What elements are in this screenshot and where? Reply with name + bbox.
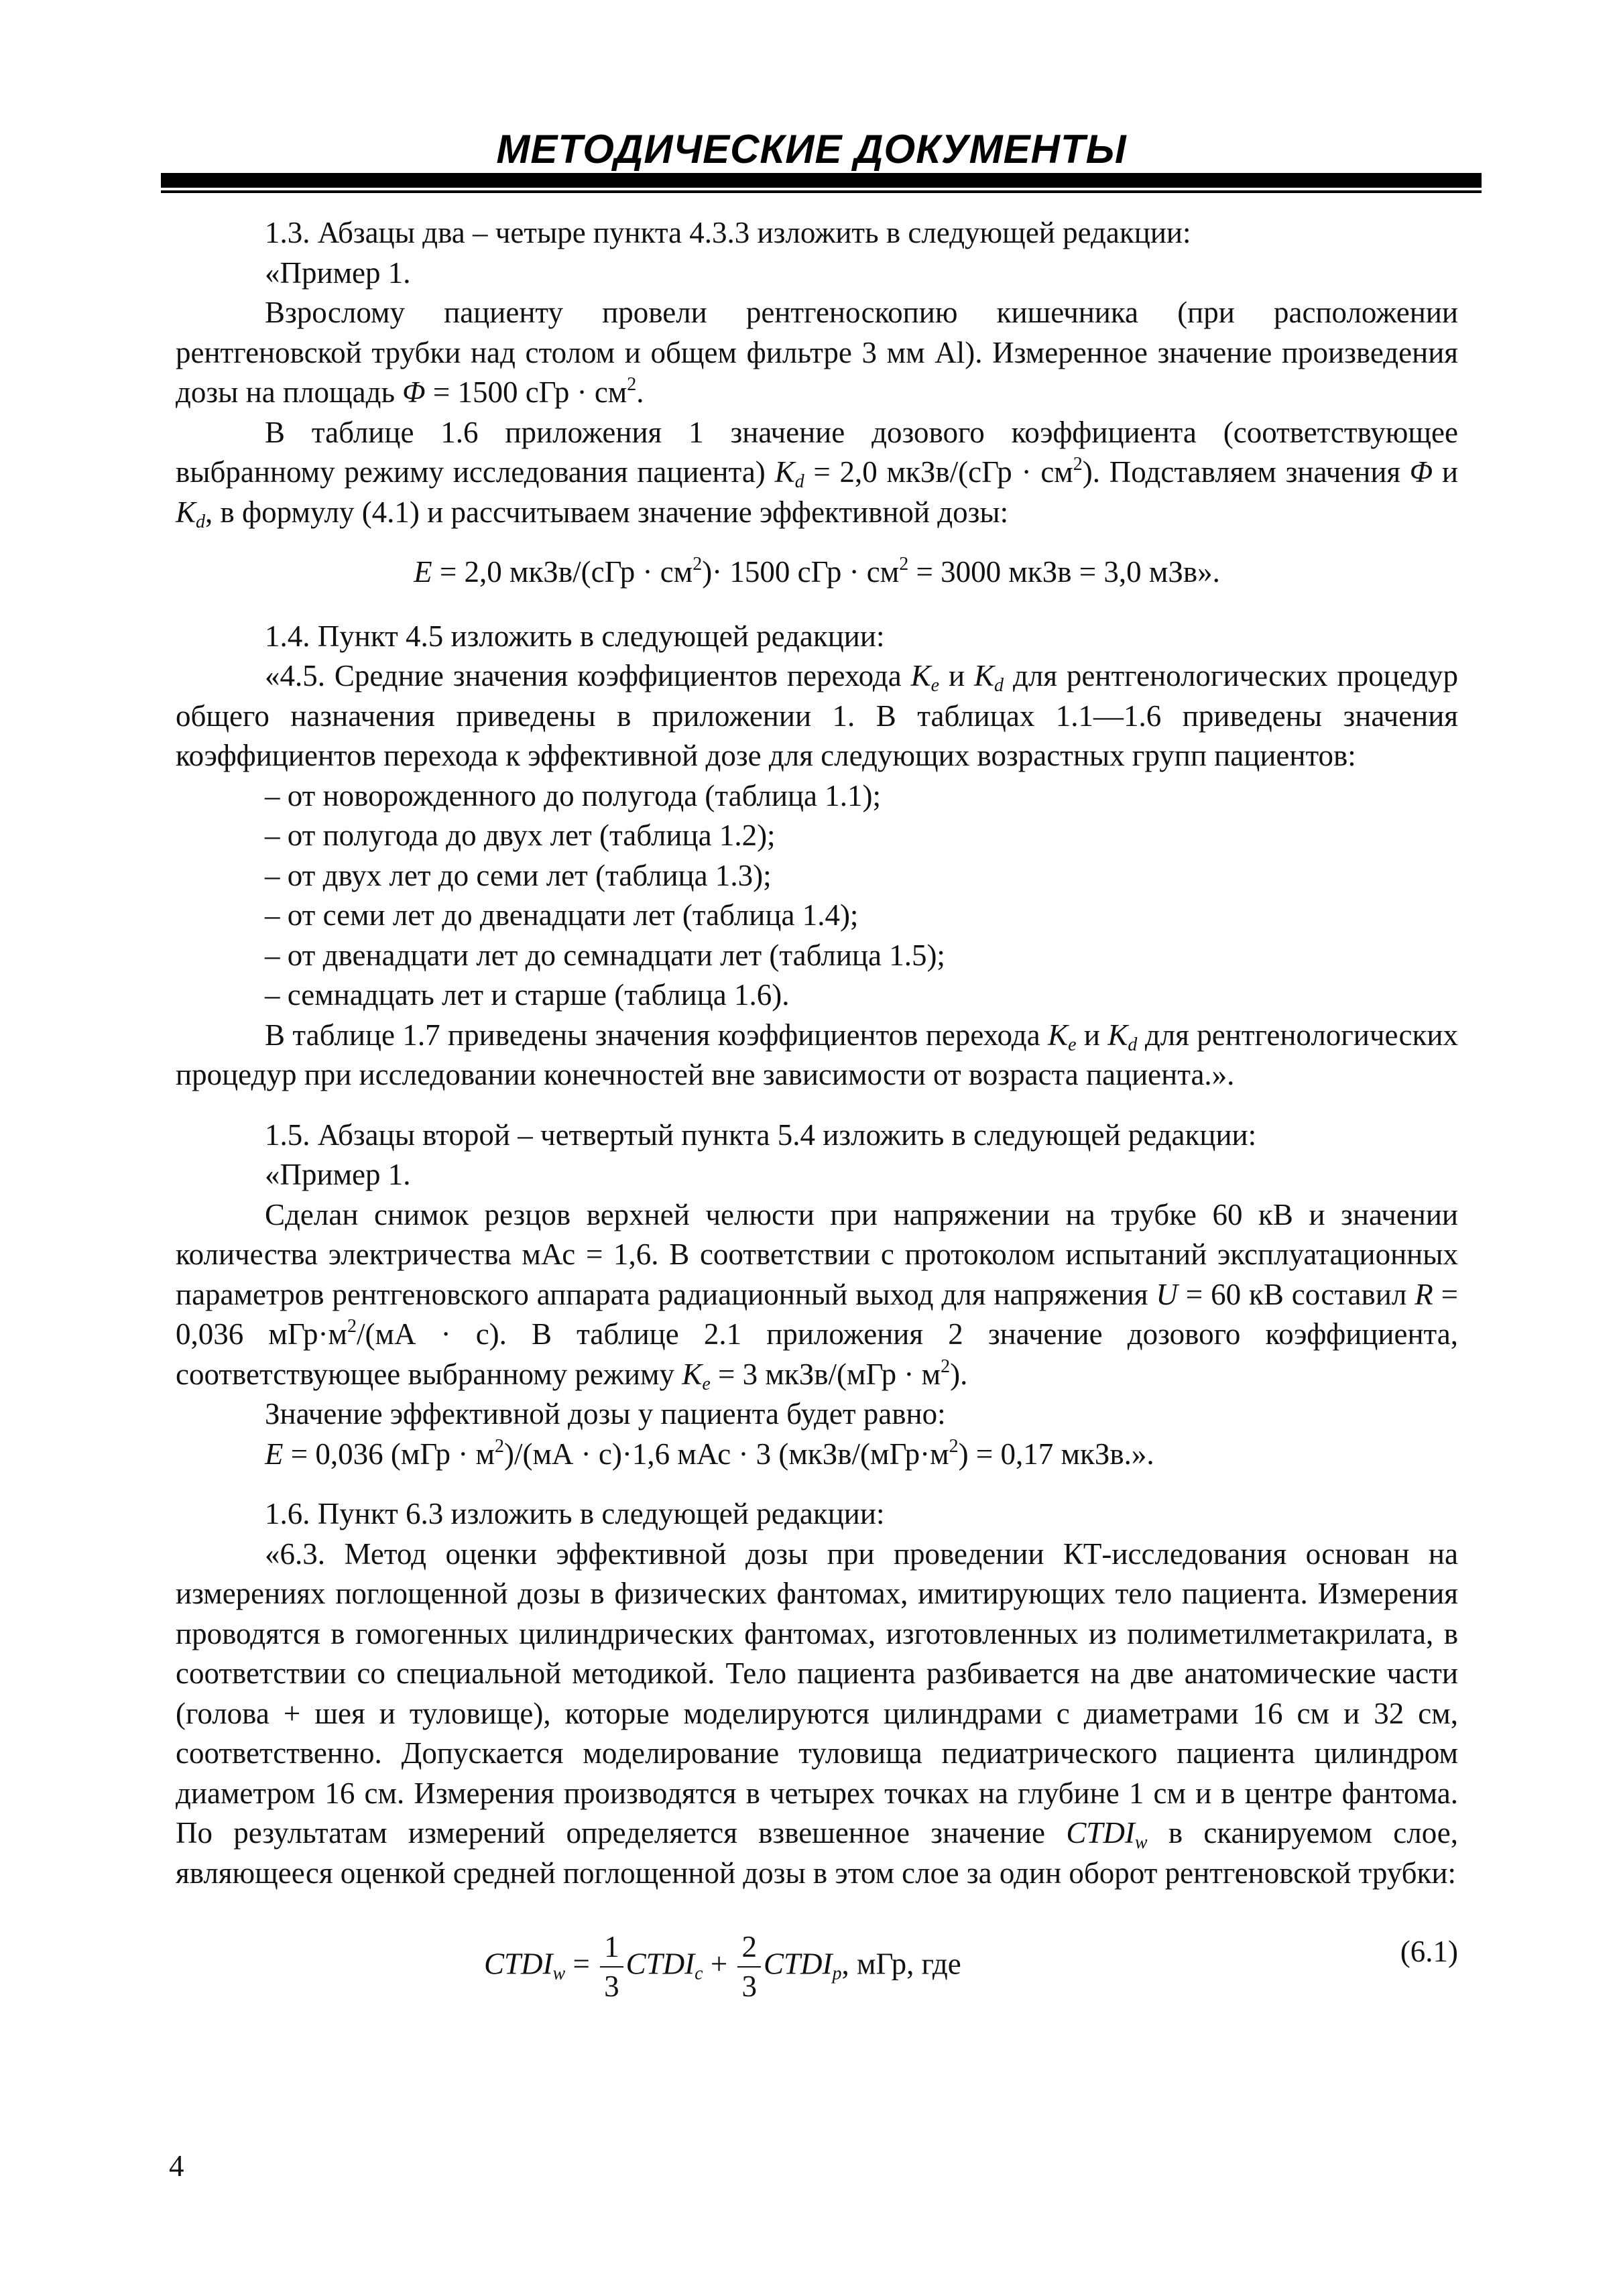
subscript: d xyxy=(1128,1034,1138,1055)
text-run: = 2,0 мкЗв/(сГр · см xyxy=(804,455,1073,489)
age-group-list-item: – от двух лет до семи лет (таблица 1.3); xyxy=(265,858,772,892)
ctdi-formula xyxy=(484,1932,961,2002)
text-run: = 1500 сГр · см xyxy=(425,375,627,409)
symbol-k: K xyxy=(1048,1018,1069,1052)
superscript: 2 xyxy=(949,1435,959,1457)
text-run: В таблице 1.7 приведены значения коэффициентов перехода xyxy=(265,1018,1048,1052)
symbol-k: K xyxy=(682,1357,703,1391)
symbol-k: K xyxy=(974,659,995,692)
section-1-5-example-label: «Пример 1. xyxy=(265,1158,411,1191)
text-run: и xyxy=(1433,455,1458,489)
text-run: «4.5. Средние значения коэффициентов перехода xyxy=(265,659,911,692)
superscript: 2 xyxy=(494,1435,504,1457)
equation-number: (6.1) xyxy=(1400,1935,1458,1968)
superscript: 2 xyxy=(627,374,637,395)
superscript: 2 xyxy=(693,554,703,575)
subscript: e xyxy=(930,675,940,696)
text-run: ). xyxy=(950,1357,968,1391)
subscript: w xyxy=(1134,1832,1148,1853)
text-run: Сделан снимок резцов верхней челюсти при напряжении на трубке 60 кВ и значении количества электричества мАс = 1,6. В соответствии с протоколом испытаний эксплуатационных параметров рентгеновского аппарата радиационный выход для напряжения xyxy=(176,1197,1458,1311)
text-run: ) = 0,17 мкЗв.». xyxy=(958,1437,1154,1471)
page-number: 4 xyxy=(169,2149,184,2183)
document-body xyxy=(176,213,1458,2007)
fraction-numerator: 2 xyxy=(737,1932,761,1968)
text-run: = 3000 мкЗв = 3,0 мЗв». xyxy=(908,555,1220,589)
section-1-5-formula xyxy=(176,1435,1458,1475)
text-run: и xyxy=(1076,1018,1108,1052)
section-1-3-heading: 1.3. Абзацы два – четыре пункта 4.3.3 изложить в следующей редакции: xyxy=(265,216,1191,249)
section-1-4-paragraph-1 xyxy=(176,656,1458,776)
text-run: для рентгенологических процедур общего назначения приведены в приложении 1. В таблицах 1.1—1.6 приведены значения коэффициентов перехода к эффективной дозе для следующих возрастных групп пациентов: xyxy=(176,659,1458,772)
subscript: e xyxy=(702,1373,711,1394)
header-rule-thick xyxy=(161,173,1482,188)
text-run: в сканируемом слое, являющееся оценкой средней поглощенной дозы в этом слое за один оборот рентгеновской трубки: xyxy=(176,1816,1458,1890)
subscript: p xyxy=(832,1963,842,1984)
text-run: = 3 мкЗв/(мГр · м xyxy=(710,1357,941,1391)
spacer xyxy=(176,593,1458,617)
spacer xyxy=(176,1095,1458,1115)
age-group-list-item: – от двенадцати лет до семнадцати лет (таблица 1.5); xyxy=(265,938,945,972)
superscript: 2 xyxy=(941,1355,951,1377)
fraction-two-thirds xyxy=(737,1932,761,2002)
superscript: 2 xyxy=(347,1316,357,1337)
superscript: 2 xyxy=(1073,454,1083,475)
symbol-k: K xyxy=(910,659,931,692)
fraction-denominator: 3 xyxy=(741,1970,757,2003)
equals-sign: = xyxy=(565,1947,598,1981)
header-rule-thin xyxy=(161,190,1482,193)
subscript: d xyxy=(794,471,804,492)
text-run: = 0,036 мГр·м xyxy=(176,1277,1458,1351)
section-1-3-paragraph-1 xyxy=(176,293,1458,413)
text-run: , мГр, где xyxy=(841,1947,961,1981)
text-run: . xyxy=(636,375,644,409)
symbol-e: E xyxy=(265,1437,284,1471)
section-1-6-heading: 1.6. Пункт 6.3 изложить в следующей редакции: xyxy=(265,1497,885,1530)
text-run: В таблице 1.6 приложения 1 значение дозового коэффициента (соответствующее выбранному режиму исследования пациента) xyxy=(176,415,1458,489)
text-run: )/(мА · с)·1,6 мАс · 3 (мкЗв/(мГр·м xyxy=(503,1437,949,1471)
symbol-phi: Φ xyxy=(1409,455,1433,489)
symbol-k: K xyxy=(1107,1018,1128,1052)
section-1-5-heading: 1.5. Абзацы второй – четвертый пункта 5.4 изложить в следующей редакции: xyxy=(265,1117,1257,1152)
text-run: /(мА · с). В таблице 2.1 приложения 2 значение дозового коэффициента, соответствующее выбранному режиму xyxy=(176,1317,1458,1391)
spacer xyxy=(176,1474,1458,1494)
section-1-3-example-label: «Пример 1. xyxy=(265,255,411,290)
text-run: и xyxy=(939,659,975,692)
symbol-ctdi: CTDI xyxy=(484,1947,553,1981)
fraction-one-third xyxy=(600,1932,623,2002)
text-run: «6.3. Метод оценки эффективной дозы при проведении КТ-исследования основан на измерениях поглощенной дозы в физических фантомах, имитирующих тело пациента. Измерения проводятся в гомогенных цилиндрических фантомах, изготовленных из полиметилметакрилата, в соответствии со специальной методикой. Тело пациента разбивается на две анатомические части (голова + шея и туловище), которые моделируются цилиндрами с диаметрами 16 см и 32 см, соответственно. Допускается моделирование туловища педиатрического пациента цилиндром диаметром 16 см. Измерения производятся в четырех точках на глубине 1 см и в центре фантома. По результатам измерений определяется взвешенное значение xyxy=(176,1536,1458,1850)
text-run: , в формулу (4.1) и рассчитываем значение эффективной дозы: xyxy=(205,495,1009,529)
symbol-r: R xyxy=(1415,1277,1433,1311)
symbol-e: E xyxy=(414,555,432,589)
subscript: w xyxy=(552,1963,566,1984)
subscript: d xyxy=(196,511,206,532)
symbol-k: K xyxy=(774,455,795,489)
section-1-3-paragraph-2 xyxy=(176,413,1458,533)
subscript: e xyxy=(1068,1034,1077,1055)
text-run: для рентгенологических процедур при исследовании конечностей вне зависимости от возраста пациента.». xyxy=(176,1018,1458,1091)
fraction-numerator: 1 xyxy=(600,1932,623,1968)
plus-sign: + xyxy=(703,1947,735,1981)
ctdi-formula-block xyxy=(176,1907,1458,2007)
section-1-5-paragraph-2: Значение эффективной дозы у пациента будет равно: xyxy=(265,1397,946,1431)
symbol-phi: Φ xyxy=(402,375,426,409)
age-group-list-item: – от полугода до двух лет (таблица 1.2); xyxy=(265,819,776,852)
text-run: )· 1500 сГр · см xyxy=(702,555,900,589)
spacer xyxy=(176,532,1458,552)
symbol-ctdi: CTDI xyxy=(1066,1816,1135,1850)
symbol-ctdi: CTDI xyxy=(625,1947,695,1981)
symbol-k: K xyxy=(176,495,196,529)
running-header-title: МЕТОДИЧЕСКИЕ ДОКУМЕНТЫ xyxy=(496,127,1127,172)
subscript: d xyxy=(994,675,1004,696)
text-run: = 0,036 (мГр · м xyxy=(283,1437,495,1471)
age-group-list-item: – от новорожденного до полугода (таблица 1.1); xyxy=(265,778,881,812)
fraction-denominator: 3 xyxy=(604,1970,619,2003)
symbol-ctdi: CTDI xyxy=(763,1947,833,1981)
age-group-list-item: – семнадцать лет и старше (таблица 1.6). xyxy=(265,978,790,1012)
text-run: = 2,0 мкЗв/(сГр · см xyxy=(432,555,693,589)
age-group-list-item: – от семи лет до двенадцати лет (таблица 1.4); xyxy=(265,898,859,932)
section-1-3-formula xyxy=(176,552,1458,593)
text-run: = 60 кВ составил xyxy=(1177,1277,1415,1311)
symbol-u: U xyxy=(1156,1277,1178,1311)
superscript: 2 xyxy=(899,554,909,575)
text-run: ). Подставляем значения xyxy=(1082,455,1410,489)
section-1-6-paragraph-1 xyxy=(176,1534,1458,1894)
section-1-4-paragraph-2 xyxy=(176,1016,1458,1095)
section-1-5-paragraph-1 xyxy=(176,1195,1458,1395)
section-1-4-heading: 1.4. Пункт 4.5 изложить в следующей редакции: xyxy=(265,619,885,653)
text-run: Взрослому пациенту провели рентгеноскопию кишечника (при расположении рентгеновской трубки над столом и общем фильтре 3 мм Al). Измеренное значение произведения дозы на площадь xyxy=(176,296,1458,409)
subscript: c xyxy=(695,1963,703,1984)
